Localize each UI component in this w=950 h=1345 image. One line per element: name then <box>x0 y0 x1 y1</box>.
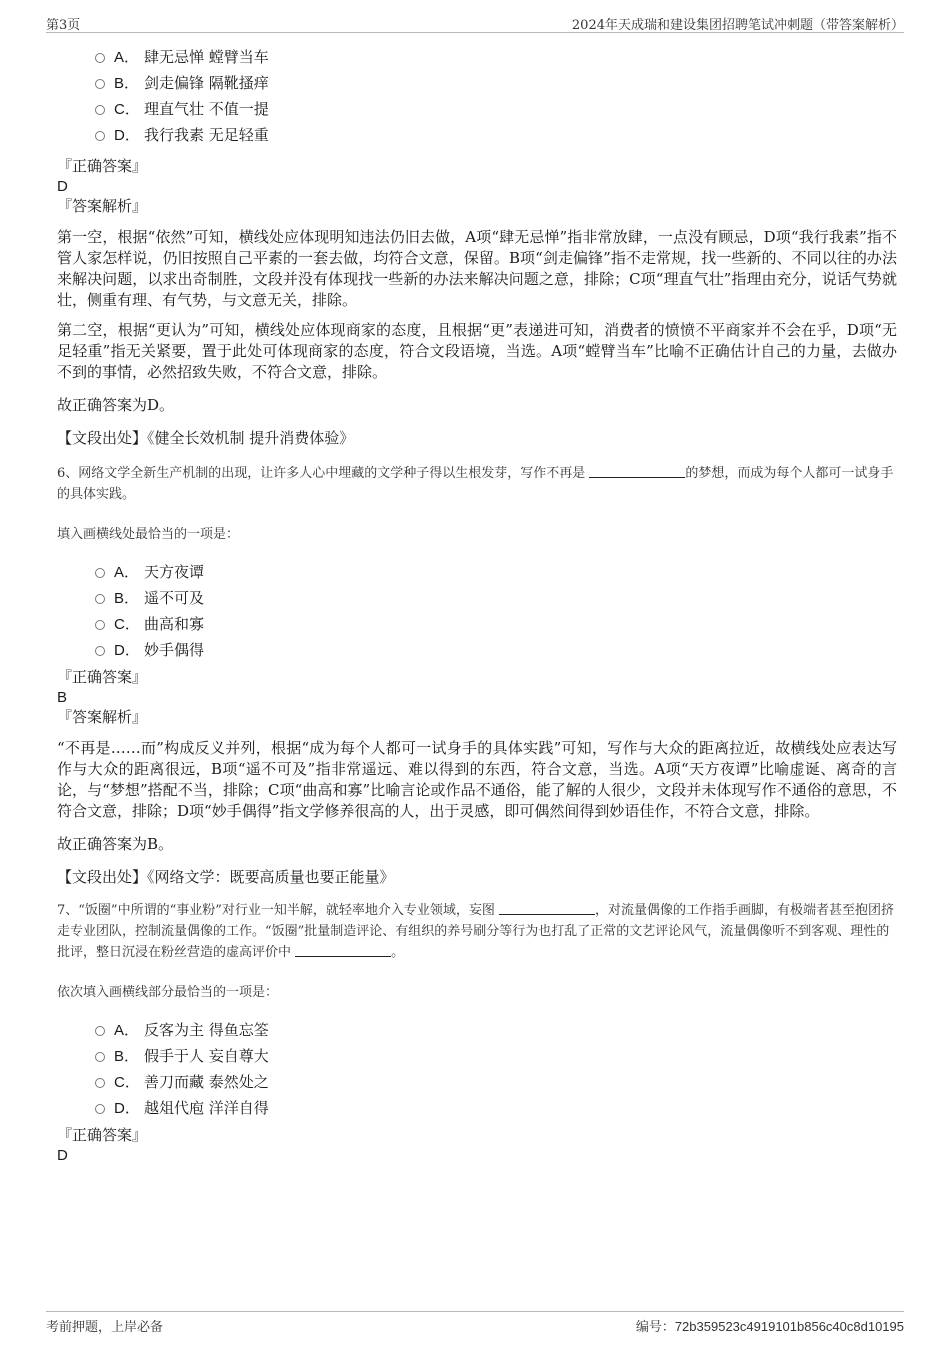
q6-option-b[interactable]: B． 遥不可及 <box>95 585 897 611</box>
q7-stem: 7、“饭圈”中所谓的“事业粉”对行业一知半解，就轻率地介入专业领域，妄图 ，对流量偶像的工作指手画脚，有极端者甚至抱团挤走专业团队，控制流量偶像的工作。“饭圈”批量制造评论、有组织的养号刷分等行为也打乱了正常的文艺评论风气，流量偶像听不到客观、理性的批评，整日沉浸在粉丝营造的虚高评价中 。 <box>57 903 895 960</box>
document-title: 2024年天成瑞和建设集团招聘笔试冲刺题（带答案解析） <box>571 18 904 33</box>
q7-option-a[interactable]: A． 反客为主 得鱼忘筌 <box>95 1017 897 1043</box>
q5-option-d[interactable]: D． 我行我素 无足轻重 <box>95 122 897 148</box>
q5-options <box>95 44 897 148</box>
q5-conclusion: 故正确答案为D。 <box>57 396 175 414</box>
footer-slogan: 考前押题，上岸必备 <box>46 1320 164 1335</box>
q6-conclusion: 故正确答案为B。 <box>57 835 174 853</box>
q5-option-c[interactable]: C． 理直气壮 不值一提 <box>95 96 897 122</box>
radio-icon[interactable] <box>95 1026 105 1036</box>
q5-answer: D <box>57 178 68 195</box>
radio-icon[interactable] <box>95 53 105 63</box>
radio-icon[interactable] <box>95 131 105 141</box>
q7-answer: D <box>57 1147 68 1164</box>
q5-source: 【文段出处】《健全长效机制 提升消费体验》 <box>57 429 355 447</box>
q5-analysis-label: 『答案解析』 <box>57 197 148 215</box>
q6-prompt: 填入画横线处最恰当的一项是： <box>57 527 240 542</box>
q6-analysis-label: 『答案解析』 <box>57 708 148 726</box>
radio-icon[interactable] <box>95 646 105 656</box>
document-code: 编号：72b359523c4919101b856c40c8d10195 <box>635 1319 904 1335</box>
q7-blank-1 <box>499 901 595 915</box>
q5-option-b[interactable]: B． 剑走偏锋 隔靴搔痒 <box>95 70 897 96</box>
page-number: 第3页 <box>46 18 81 33</box>
radio-icon[interactable] <box>95 79 105 89</box>
q7-options <box>95 1017 897 1121</box>
document-body <box>57 44 897 1165</box>
q7-blank-2 <box>295 943 391 957</box>
q5-option-a[interactable]: A． 肆无忌惮 螳臂当车 <box>95 44 897 70</box>
q7-option-b[interactable]: B． 假手于人 妄自尊大 <box>95 1043 897 1069</box>
q6-blank <box>589 464 685 478</box>
q5-answer-label: 『正确答案』 <box>57 157 148 175</box>
q6-options <box>95 559 897 663</box>
q6-source: 【文段出处】《网络文学：既要高质量也要正能量》 <box>57 868 395 886</box>
page-header <box>46 14 904 33</box>
q6-stem: 6、网络文学全新生产机制的出现，让许多人心中埋藏的文学种子得以生根发芽，写作不再是 的梦想，而成为每个人都可一试身手的具体实践。 <box>57 466 894 502</box>
q5-analysis-para-1: 第一空，根据“依然”可知，横线处应体现明知违法仍旧去做，A项“肆无忌惮”指非常放肆，一点没有顾忌，D项“我行我素”指不管人家怎样说，仍旧按照自己平素的一套去做，均符合文意，保留。B项“剑走偏锋”指不走常规，找一些新的、不同以往的办法来解决问题，以求出奇制胜，文段并没有体现找一些新的办法来解决问题之意，排除；C项“理直气壮”指理由充分，说话气势就壮，侧重有理、有气势，与文意无关，排除。 <box>57 228 897 309</box>
radio-icon[interactable] <box>95 105 105 115</box>
radio-icon[interactable] <box>95 1078 105 1088</box>
q6-analysis-para: “不再是……而”构成反义并列，根据“成为每个人都可一试身手的具体实践”可知，写作与大众的距离拉近，故横线处应表达写作与大众的距离很远，B项“遥不可及”指非常遥远、难以得到的东西，符合文意，当选。A项“天方夜谭”比喻虚诞、离奇的言论，与“梦想”搭配不当，排除；C项“曲高和寡”比喻言论或作品不通俗，能了解的人很少，文段并未体现写作不通俗的意思，不符合文意，排除；D项“妙手偶得”指文学修养很高的人，出于灵感，即可偶然间得到妙语佳作，不符合文意，排除。 <box>57 739 897 820</box>
radio-icon[interactable] <box>95 594 105 604</box>
page-footer <box>46 1311 904 1336</box>
q7-prompt: 依次填入画横线部分最恰当的一项是： <box>57 985 279 1000</box>
q6-option-d[interactable]: D． 妙手偶得 <box>95 637 897 663</box>
q6-option-c[interactable]: C． 曲高和寡 <box>95 611 897 637</box>
q6-answer-label: 『正确答案』 <box>57 668 148 686</box>
radio-icon[interactable] <box>95 568 105 578</box>
radio-icon[interactable] <box>95 1052 105 1062</box>
q6-option-a[interactable]: A． 天方夜谭 <box>95 559 897 585</box>
q7-option-c[interactable]: C． 善刀而藏 泰然处之 <box>95 1069 897 1095</box>
q7-option-d[interactable]: D． 越俎代庖 洋洋自得 <box>95 1095 897 1121</box>
q6-answer: B <box>57 689 68 706</box>
radio-icon[interactable] <box>95 1104 105 1114</box>
q5-analysis-para-2: 第二空，根据“更认为”可知，横线处应体现商家的态度，且根据“更”表递进可知，消费者的愤愤不平商家并不会在乎，D项“无足轻重”指无关紧要，置于此处可体现商家的态度，符合文段语境，当选。A项“螳臂当车”比喻不正确估计自己的力量，去做办不到的事情，必然招致失败，不符合文意，排除。 <box>57 321 897 381</box>
q7-answer-label: 『正确答案』 <box>57 1126 148 1144</box>
radio-icon[interactable] <box>95 620 105 630</box>
